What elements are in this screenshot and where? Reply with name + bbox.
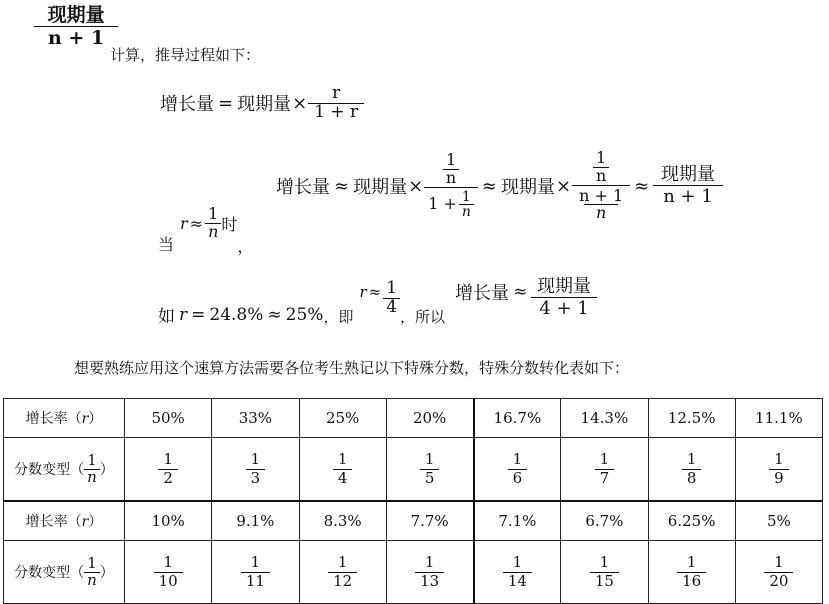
f2-frac-1-den-den: n bbox=[459, 204, 474, 220]
fraction-cell bbox=[735, 541, 822, 604]
rate-cell: 12.5% bbox=[648, 399, 735, 438]
f2-frac-1-num-den: n bbox=[443, 169, 459, 187]
frac-label-cell: 分数变型（ $\frac{1}{n}$ ） bbox=[4, 438, 125, 502]
f2-frac-2-num-den: n bbox=[593, 167, 609, 185]
ex-eq: = bbox=[191, 304, 206, 325]
ex-approx-2: ≈ bbox=[368, 283, 382, 302]
intro-text: 计算，推导过程如下： bbox=[110, 46, 261, 64]
fraction-cell bbox=[125, 541, 212, 604]
fraction-denominator: 2 bbox=[158, 469, 178, 488]
fraction-cell bbox=[386, 438, 473, 502]
f2-frac-2-den-num: n + 1 bbox=[579, 185, 624, 205]
fraction-numerator: 1 bbox=[424, 449, 435, 468]
f2-frac-1-den-pre: 1 + bbox=[428, 194, 457, 214]
fraction-cell bbox=[212, 541, 299, 604]
rate-cell: 20% bbox=[386, 399, 473, 438]
fraction-denominator: 8 bbox=[682, 469, 702, 488]
table-row-rates-2 bbox=[4, 501, 823, 541]
cond-shi: 时 bbox=[221, 214, 238, 234]
f2-frac-1-num-num: 1 bbox=[445, 150, 457, 170]
fraction-denominator: 11 bbox=[241, 572, 270, 591]
fraction-cell bbox=[299, 438, 386, 502]
f2-frac-1-num bbox=[427, 152, 475, 187]
fraction-cell bbox=[561, 541, 648, 604]
fraction-numerator: 1 bbox=[424, 552, 435, 571]
ex-ji: ，即 bbox=[323, 307, 354, 326]
fraction-numerator: 1 bbox=[163, 552, 173, 571]
ex-frac-den: 4 bbox=[383, 298, 400, 317]
fraction-numerator: 1 bbox=[686, 449, 697, 468]
fraction-denominator: 14 bbox=[503, 572, 532, 591]
formula-1 bbox=[160, 85, 364, 122]
fraction-cell bbox=[474, 438, 561, 502]
rate-cell: 16.7% bbox=[474, 399, 561, 438]
f1-term: 现期量 bbox=[237, 94, 292, 116]
rate-cell: 50% bbox=[125, 399, 212, 438]
fraction-cell bbox=[212, 438, 299, 502]
cond-comma: ， bbox=[237, 236, 254, 256]
ex-r2: r bbox=[359, 283, 367, 302]
fraction-numerator: 1 bbox=[337, 552, 348, 571]
fraction-cell bbox=[735, 438, 822, 502]
rate-cell: 14.3% bbox=[561, 399, 648, 438]
conversion-table bbox=[3, 398, 823, 604]
fraction-numerator: 1 bbox=[599, 552, 610, 571]
ex-fraction-2 bbox=[531, 278, 596, 319]
f2-frac-3 bbox=[653, 163, 723, 207]
ex-fraction bbox=[383, 280, 400, 317]
rate-cell: 6.25% bbox=[648, 501, 735, 541]
fraction-denominator: 15 bbox=[590, 572, 619, 591]
rate-label-cell: 增长率（r） bbox=[4, 399, 125, 438]
fraction-numerator: 1 bbox=[163, 449, 173, 468]
f2-times-2: × bbox=[555, 175, 572, 197]
summary-text: 想要熟练应用这个速算方法需要各位考生熟记以下特殊分数，特殊分数转化表如下： bbox=[74, 359, 630, 377]
fraction-numerator: 1 bbox=[686, 552, 697, 571]
fraction-numerator: 1 bbox=[774, 552, 784, 571]
table-row-fracs-1 bbox=[4, 438, 823, 502]
cond-r: r bbox=[180, 213, 188, 233]
fraction-denominator: 10 bbox=[154, 572, 183, 591]
f2-term-2: 现期量 bbox=[500, 177, 555, 199]
fraction-cell bbox=[648, 541, 735, 604]
ex-prefix: 如 bbox=[158, 306, 175, 327]
f1-frac-den: 1 + r bbox=[308, 103, 364, 122]
cond-frac-den: n bbox=[205, 223, 221, 241]
f1-times: × bbox=[292, 92, 308, 114]
f2-times-1: × bbox=[408, 175, 424, 197]
fraction-cell bbox=[125, 438, 212, 502]
rate-cell: 8.3% bbox=[299, 501, 386, 541]
ex-val2: 25% bbox=[285, 304, 324, 325]
fraction-cell bbox=[474, 541, 561, 604]
fraction-denominator: 5 bbox=[420, 469, 440, 488]
f2-approx-1: ≈ bbox=[334, 175, 350, 197]
fraction-numerator: 1 bbox=[774, 449, 784, 468]
f1-lhs: 增长量 bbox=[160, 94, 214, 116]
f2-term-1: 现期量 bbox=[353, 177, 408, 199]
fraction-numerator: 1 bbox=[512, 552, 523, 571]
fraction-denominator: 12 bbox=[328, 572, 357, 591]
cond-prefix: 当 bbox=[158, 234, 175, 254]
fraction-cell bbox=[299, 541, 386, 604]
cond-frac-num: 1 bbox=[208, 204, 219, 223]
rate-cell: 9.1% bbox=[212, 501, 299, 541]
fraction-numerator: 1 bbox=[250, 449, 261, 468]
fraction-denominator: 6 bbox=[508, 469, 528, 488]
rate-cell: 7.1% bbox=[474, 501, 561, 541]
f2-frac-2-num bbox=[581, 150, 621, 185]
condition bbox=[158, 204, 254, 256]
ex-f2-den: 4 + 1 bbox=[531, 297, 596, 319]
fraction-numerator: 1 bbox=[337, 449, 348, 468]
fraction-denominator: 9 bbox=[769, 469, 789, 488]
f2-approx-3: ≈ bbox=[634, 175, 650, 197]
fraction-numerator: 1 bbox=[250, 552, 261, 571]
f1-eq: = bbox=[218, 92, 234, 114]
fraction-denominator: 7 bbox=[595, 469, 615, 488]
ex-lhs: 增长量 bbox=[455, 283, 510, 305]
fraction-numerator: 1 bbox=[512, 449, 523, 468]
fraction-cell bbox=[648, 438, 735, 502]
cond-approx: ≈ bbox=[189, 213, 204, 233]
ex-val: 24.8% bbox=[209, 304, 264, 325]
fraction-denominator: 13 bbox=[415, 572, 444, 591]
ex-approx: ≈ bbox=[267, 304, 282, 325]
rate-cell: 6.7% bbox=[561, 501, 648, 541]
ex-approx-3: ≈ bbox=[513, 282, 528, 303]
header-fraction bbox=[34, 6, 118, 49]
f2-approx-2: ≈ bbox=[481, 175, 497, 197]
example-line bbox=[158, 276, 597, 327]
f2-frac-1 bbox=[424, 152, 478, 220]
fraction-denominator: 20 bbox=[764, 572, 793, 591]
f2-frac-2-num-num: 1 bbox=[596, 148, 607, 167]
table-row-rates-1 bbox=[4, 399, 823, 438]
rate-cell: 5% bbox=[735, 501, 822, 541]
header-frac-num: 现期量 bbox=[47, 4, 105, 26]
fraction-numerator: 1 bbox=[599, 449, 610, 468]
f2-frac-2 bbox=[572, 150, 630, 222]
table-row-fracs-2 bbox=[4, 541, 823, 604]
fraction-denominator: 3 bbox=[246, 469, 266, 488]
f2-frac-2-den bbox=[572, 185, 630, 223]
rate-cell: 7.7% bbox=[386, 501, 473, 541]
ex-frac-num: 1 bbox=[386, 278, 398, 299]
rate-cell: 10% bbox=[125, 501, 212, 541]
f2-frac-1-den bbox=[424, 187, 478, 220]
f2-frac-1-den-num: 1 bbox=[461, 188, 471, 205]
f2-lhs: 增长量 bbox=[276, 177, 330, 199]
ex-r: r bbox=[179, 304, 188, 325]
rate-cell: 11.1% bbox=[735, 399, 822, 438]
fraction-cell bbox=[561, 438, 648, 502]
f2-frac-3-den: n + 1 bbox=[653, 185, 723, 207]
rate-cell: 25% bbox=[299, 399, 386, 438]
fraction-cell bbox=[386, 541, 473, 604]
ex-f2-num: 现期量 bbox=[537, 276, 592, 297]
frac-label-cell-2: 分数变型（ $\frac{1}{n}$ ） bbox=[4, 541, 125, 604]
cond-fraction bbox=[205, 206, 221, 241]
fraction-denominator: 16 bbox=[677, 572, 706, 591]
f2-frac-2-den-den: n bbox=[584, 204, 618, 222]
formula-2 bbox=[276, 150, 723, 222]
rate-label-cell-2: 增长率（r） bbox=[4, 501, 125, 541]
f2-frac-3-num: 现期量 bbox=[661, 163, 716, 185]
ex-suoyi: ，所以 bbox=[400, 307, 446, 326]
f1-fraction bbox=[308, 85, 364, 122]
fraction-denominator: 4 bbox=[333, 469, 353, 488]
f1-frac-num: r bbox=[332, 83, 341, 103]
header-frac-den: n + 1 bbox=[34, 26, 118, 49]
rate-cell: 33% bbox=[212, 399, 299, 438]
